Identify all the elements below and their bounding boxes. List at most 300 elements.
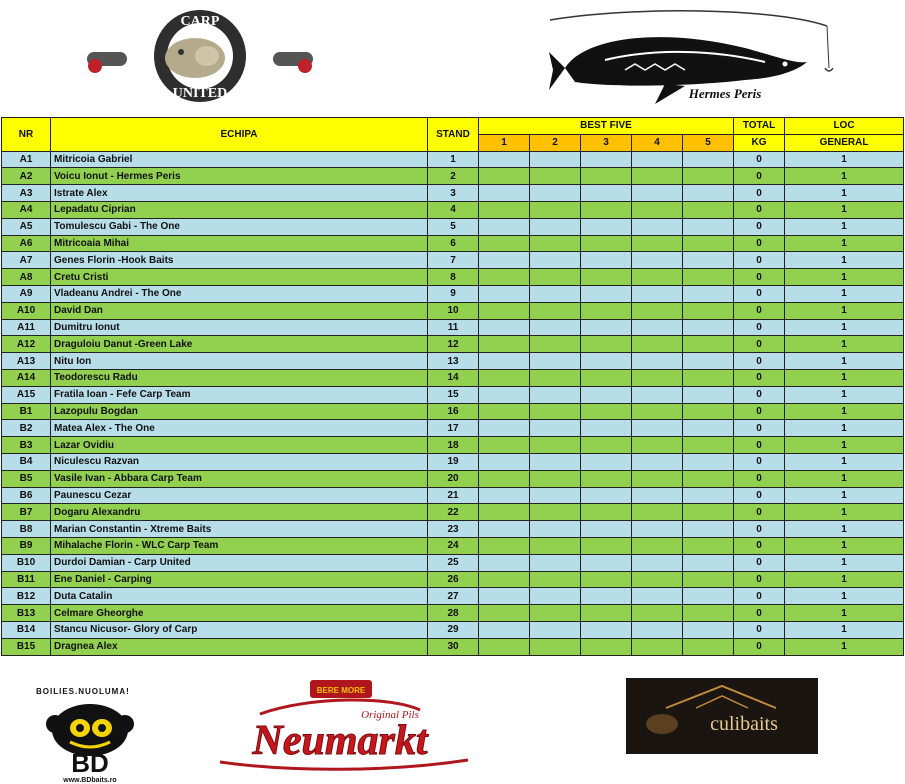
cell-stand: 8: [428, 269, 479, 286]
cell-stand: 30: [428, 638, 479, 655]
cell-best-3: [581, 487, 632, 504]
header-best-2: 2: [530, 134, 581, 151]
cell-kg: 0: [734, 571, 785, 588]
cell-best-1: [479, 353, 530, 370]
cell-stand: 23: [428, 521, 479, 538]
table-header: [2, 118, 904, 152]
cell-stand: 18: [428, 437, 479, 454]
cell-nr: A4: [2, 201, 51, 218]
cell-best-5: [683, 487, 734, 504]
cell-best-1: [479, 588, 530, 605]
cell-best-1: [479, 235, 530, 252]
cell-best-5: [683, 353, 734, 370]
cell-best-1: [479, 403, 530, 420]
cell-best-4: [632, 605, 683, 622]
cell-kg: 0: [734, 353, 785, 370]
cell-best-3: [581, 453, 632, 470]
cell-nr: B1: [2, 403, 51, 420]
header-best-5: 5: [683, 134, 734, 151]
cell-best-4: [632, 235, 683, 252]
cell-echipa: Mitricoaia Mihai: [51, 235, 428, 252]
cell-loc: 1: [785, 235, 904, 252]
cell-best-1: [479, 185, 530, 202]
cell-echipa: Vladeanu Andrei - The One: [51, 285, 428, 302]
cell-best-2: [530, 168, 581, 185]
cell-nr: A14: [2, 369, 51, 386]
cell-best-5: [683, 386, 734, 403]
cell-best-3: [581, 218, 632, 235]
cell-best-4: [632, 487, 683, 504]
cell-stand: 7: [428, 252, 479, 269]
cell-nr: B7: [2, 504, 51, 521]
cell-kg: 0: [734, 201, 785, 218]
carp-united-bottom-text: UNITED: [172, 86, 228, 101]
cell-best-2: [530, 235, 581, 252]
table-row: [2, 168, 904, 185]
cell-nr: B13: [2, 605, 51, 622]
cell-kg: 0: [734, 453, 785, 470]
cell-best-5: [683, 285, 734, 302]
cell-nr: A6: [2, 235, 51, 252]
header-stand: STAND: [428, 118, 479, 152]
cell-loc: 1: [785, 621, 904, 638]
cell-best-4: [632, 638, 683, 655]
cell-best-2: [530, 470, 581, 487]
culibaits-text: culibaits: [710, 713, 778, 735]
cell-kg: 0: [734, 369, 785, 386]
cell-echipa: David Dan: [51, 302, 428, 319]
svg-text:BD: BD: [71, 748, 109, 778]
cell-best-3: [581, 386, 632, 403]
cell-echipa: Niculescu Razvan: [51, 453, 428, 470]
cell-stand: 11: [428, 319, 479, 336]
cell-stand: 21: [428, 487, 479, 504]
header-echipa: ECHIPA: [51, 118, 428, 152]
cell-nr: B10: [2, 554, 51, 571]
cell-loc: 1: [785, 353, 904, 370]
cell-stand: 13: [428, 353, 479, 370]
cell-kg: 0: [734, 437, 785, 454]
cell-best-3: [581, 605, 632, 622]
header-best-3: 3: [581, 134, 632, 151]
cell-loc: 1: [785, 537, 904, 554]
cell-loc: 1: [785, 369, 904, 386]
header-loc: LOC: [785, 118, 904, 135]
bd-url: www.BDbaits.ro: [63, 777, 117, 784]
cell-stand: 10: [428, 302, 479, 319]
table-row: [2, 319, 904, 336]
cell-best-3: [581, 554, 632, 571]
cell-stand: 9: [428, 285, 479, 302]
cell-stand: 4: [428, 201, 479, 218]
cell-best-3: [581, 470, 632, 487]
table-row: [2, 218, 904, 235]
cell-best-5: [683, 621, 734, 638]
cell-echipa: Paunescu Cezar: [51, 487, 428, 504]
cell-best-3: [581, 201, 632, 218]
cell-stand: 5: [428, 218, 479, 235]
cell-loc: 1: [785, 403, 904, 420]
cell-best-1: [479, 319, 530, 336]
bd-baits-logo: [30, 684, 200, 784]
cell-best-2: [530, 336, 581, 353]
cell-best-4: [632, 319, 683, 336]
neumarkt-logo: [200, 674, 480, 779]
cell-best-4: [632, 168, 683, 185]
cell-best-4: [632, 621, 683, 638]
neumarkt-badge: BERE MORE: [316, 686, 366, 695]
cell-best-5: [683, 504, 734, 521]
cell-kg: 0: [734, 302, 785, 319]
cell-best-5: [683, 336, 734, 353]
cell-stand: 24: [428, 537, 479, 554]
cell-best-5: [683, 252, 734, 269]
cell-loc: 1: [785, 521, 904, 538]
cell-stand: 27: [428, 588, 479, 605]
cell-best-3: [581, 521, 632, 538]
cell-kg: 0: [734, 420, 785, 437]
footer-sponsors: [0, 666, 905, 783]
cell-best-4: [632, 353, 683, 370]
cell-best-2: [530, 185, 581, 202]
cell-echipa: Tomulescu Gabi - The One: [51, 218, 428, 235]
table-row: [2, 621, 904, 638]
cell-kg: 0: [734, 521, 785, 538]
cell-stand: 16: [428, 403, 479, 420]
cell-kg: 0: [734, 403, 785, 420]
cell-best-2: [530, 151, 581, 168]
cell-best-4: [632, 151, 683, 168]
table-row: [2, 470, 904, 487]
cell-best-5: [683, 554, 734, 571]
cell-best-4: [632, 252, 683, 269]
table-row: [2, 588, 904, 605]
cell-echipa: Lazar Ovidiu: [51, 437, 428, 454]
cell-loc: 1: [785, 571, 904, 588]
cell-echipa: Matea Alex - The One: [51, 420, 428, 437]
cell-loc: 1: [785, 588, 904, 605]
cell-best-4: [632, 554, 683, 571]
cell-best-1: [479, 470, 530, 487]
cell-loc: 1: [785, 302, 904, 319]
cell-best-3: [581, 420, 632, 437]
cell-best-2: [530, 521, 581, 538]
carp-united-top-text: CARP: [180, 14, 220, 29]
cell-echipa: Dragnea Alex: [51, 638, 428, 655]
cell-loc: 1: [785, 336, 904, 353]
cell-nr: A8: [2, 269, 51, 286]
cell-nr: A7: [2, 252, 51, 269]
cell-stand: 28: [428, 605, 479, 622]
cell-best-4: [632, 470, 683, 487]
cell-best-4: [632, 521, 683, 538]
cell-echipa: Draguloiu Danut -Green Lake: [51, 336, 428, 353]
cell-stand: 29: [428, 621, 479, 638]
cell-nr: A10: [2, 302, 51, 319]
cell-best-4: [632, 453, 683, 470]
cell-loc: 1: [785, 453, 904, 470]
cell-nr: A15: [2, 386, 51, 403]
cell-best-4: [632, 386, 683, 403]
cell-kg: 0: [734, 504, 785, 521]
cell-loc: 1: [785, 487, 904, 504]
cell-best-1: [479, 386, 530, 403]
cell-best-3: [581, 185, 632, 202]
cell-echipa: Fratila Ioan - Fefe Carp Team: [51, 386, 428, 403]
cell-loc: 1: [785, 437, 904, 454]
cell-best-5: [683, 537, 734, 554]
cell-echipa: Ene Daniel - Carping: [51, 571, 428, 588]
cell-echipa: Genes Florin -Hook Baits: [51, 252, 428, 269]
cell-stand: 2: [428, 168, 479, 185]
cell-best-3: [581, 302, 632, 319]
cell-best-3: [581, 252, 632, 269]
table-row: [2, 420, 904, 437]
cell-loc: 1: [785, 168, 904, 185]
cell-best-3: [581, 437, 632, 454]
cell-best-4: [632, 201, 683, 218]
cell-best-5: [683, 521, 734, 538]
cell-best-4: [632, 218, 683, 235]
cell-best-3: [581, 235, 632, 252]
hermes-peris-text: Hermes Peris: [688, 86, 762, 101]
table-row: [2, 336, 904, 353]
table-row: [2, 386, 904, 403]
cell-loc: 1: [785, 201, 904, 218]
cell-nr: A11: [2, 319, 51, 336]
table-row: [2, 487, 904, 504]
cell-kg: 0: [734, 185, 785, 202]
cell-best-3: [581, 319, 632, 336]
cell-loc: 1: [785, 285, 904, 302]
cell-nr: A3: [2, 185, 51, 202]
cell-nr: B8: [2, 521, 51, 538]
cell-nr: A2: [2, 168, 51, 185]
cell-kg: 0: [734, 168, 785, 185]
cell-best-3: [581, 336, 632, 353]
cell-best-4: [632, 403, 683, 420]
cell-best-5: [683, 218, 734, 235]
cell-loc: 1: [785, 470, 904, 487]
cell-best-4: [632, 336, 683, 353]
cell-best-2: [530, 621, 581, 638]
cell-best-3: [581, 588, 632, 605]
header-total: TOTAL: [734, 118, 785, 135]
cell-echipa: Cretu Cristi: [51, 269, 428, 286]
cell-stand: 6: [428, 235, 479, 252]
cell-loc: 1: [785, 605, 904, 622]
cell-kg: 0: [734, 336, 785, 353]
cell-best-1: [479, 369, 530, 386]
cell-best-4: [632, 537, 683, 554]
cell-loc: 1: [785, 252, 904, 269]
cell-stand: 22: [428, 504, 479, 521]
cell-best-2: [530, 252, 581, 269]
cell-best-5: [683, 470, 734, 487]
table-row: [2, 285, 904, 302]
cell-best-2: [530, 403, 581, 420]
cell-echipa: Celmare Gheorghe: [51, 605, 428, 622]
cell-best-5: [683, 453, 734, 470]
cell-loc: 1: [785, 151, 904, 168]
cell-best-3: [581, 638, 632, 655]
cell-kg: 0: [734, 269, 785, 286]
header-best-4: 4: [632, 134, 683, 151]
cell-best-3: [581, 369, 632, 386]
cell-stand: 19: [428, 453, 479, 470]
cell-stand: 3: [428, 185, 479, 202]
cell-echipa: Dogaru Alexandru: [51, 504, 428, 521]
cell-best-2: [530, 285, 581, 302]
cell-kg: 0: [734, 151, 785, 168]
cell-echipa: Voicu Ionut - Hermes Peris: [51, 168, 428, 185]
cell-kg: 0: [734, 386, 785, 403]
cell-best-5: [683, 605, 734, 622]
cell-best-5: [683, 588, 734, 605]
cell-nr: B6: [2, 487, 51, 504]
cell-best-4: [632, 369, 683, 386]
cell-best-4: [632, 185, 683, 202]
cell-best-1: [479, 621, 530, 638]
cell-kg: 0: [734, 588, 785, 605]
cell-nr: A9: [2, 285, 51, 302]
cell-best-2: [530, 554, 581, 571]
cell-kg: 0: [734, 252, 785, 269]
hermes-peris-logo: [545, 8, 835, 110]
cell-best-2: [530, 218, 581, 235]
cell-best-1: [479, 218, 530, 235]
cell-nr: B12: [2, 588, 51, 605]
cell-best-2: [530, 605, 581, 622]
cell-best-5: [683, 185, 734, 202]
bd-tagline: BOILIES.NUOLUMA!: [36, 687, 130, 696]
cell-best-4: [632, 571, 683, 588]
cell-nr: B9: [2, 537, 51, 554]
cell-kg: 0: [734, 537, 785, 554]
cell-best-5: [683, 235, 734, 252]
cell-kg: 0: [734, 621, 785, 638]
cell-best-5: [683, 420, 734, 437]
cell-nr: A12: [2, 336, 51, 353]
cell-best-3: [581, 571, 632, 588]
cell-best-1: [479, 336, 530, 353]
cell-best-5: [683, 638, 734, 655]
cell-best-4: [632, 504, 683, 521]
cell-best-2: [530, 302, 581, 319]
cell-best-3: [581, 168, 632, 185]
cell-best-5: [683, 369, 734, 386]
cell-nr: B14: [2, 621, 51, 638]
table-row: [2, 638, 904, 655]
cell-kg: 0: [734, 554, 785, 571]
cell-nr: B11: [2, 571, 51, 588]
header: [0, 0, 905, 117]
cell-best-5: [683, 168, 734, 185]
cell-best-4: [632, 420, 683, 437]
cell-best-5: [683, 302, 734, 319]
cell-best-3: [581, 504, 632, 521]
cell-stand: 26: [428, 571, 479, 588]
cell-best-2: [530, 386, 581, 403]
cell-best-4: [632, 269, 683, 286]
cell-echipa: Durdoi Damian - Carp United: [51, 554, 428, 571]
cell-best-3: [581, 621, 632, 638]
cell-loc: 1: [785, 420, 904, 437]
cell-echipa: Marian Constantin - Xtreme Baits: [51, 521, 428, 538]
cell-best-1: [479, 638, 530, 655]
cell-best-3: [581, 403, 632, 420]
cell-loc: 1: [785, 185, 904, 202]
table-row: [2, 252, 904, 269]
cell-stand: 14: [428, 369, 479, 386]
cell-nr: B15: [2, 638, 51, 655]
cell-echipa: Mihalache Florin - WLC Carp Team: [51, 537, 428, 554]
carp-united-logo: [85, 6, 315, 106]
cell-nr: B5: [2, 470, 51, 487]
table-row: [2, 185, 904, 202]
cell-nr: B4: [2, 453, 51, 470]
cell-best-1: [479, 521, 530, 538]
cell-kg: 0: [734, 605, 785, 622]
cell-best-4: [632, 437, 683, 454]
cell-nr: A1: [2, 151, 51, 168]
cell-best-1: [479, 504, 530, 521]
cell-best-5: [683, 151, 734, 168]
cell-stand: 12: [428, 336, 479, 353]
cell-best-1: [479, 605, 530, 622]
cell-loc: 1: [785, 319, 904, 336]
cell-best-2: [530, 319, 581, 336]
cell-kg: 0: [734, 218, 785, 235]
cell-echipa: Nitu Ion: [51, 353, 428, 370]
cell-best-1: [479, 453, 530, 470]
cell-best-2: [530, 487, 581, 504]
neumarkt-sub: Original Pils: [361, 709, 419, 721]
table-body: [2, 151, 904, 655]
cell-best-1: [479, 420, 530, 437]
cell-stand: 15: [428, 386, 479, 403]
header-kg: KG: [734, 134, 785, 151]
cell-kg: 0: [734, 638, 785, 655]
cell-best-2: [530, 571, 581, 588]
cell-best-1: [479, 168, 530, 185]
cell-best-1: [479, 487, 530, 504]
cell-stand: 17: [428, 420, 479, 437]
cell-best-3: [581, 353, 632, 370]
cell-loc: 1: [785, 504, 904, 521]
cell-best-5: [683, 201, 734, 218]
cell-best-2: [530, 537, 581, 554]
cell-kg: 0: [734, 487, 785, 504]
header-general: GENERAL: [785, 134, 904, 151]
cell-best-1: [479, 571, 530, 588]
cell-best-2: [530, 504, 581, 521]
cell-loc: 1: [785, 269, 904, 286]
cell-stand: 20: [428, 470, 479, 487]
header-best-1: 1: [479, 134, 530, 151]
table-row: [2, 235, 904, 252]
cell-echipa: Lepadatu Ciprian: [51, 201, 428, 218]
cell-echipa: Lazopulu Bogdan: [51, 403, 428, 420]
table-row: [2, 605, 904, 622]
cell-best-1: [479, 252, 530, 269]
cell-kg: 0: [734, 319, 785, 336]
table-row: [2, 504, 904, 521]
cell-echipa: Duta Catalin: [51, 588, 428, 605]
cell-best-1: [479, 537, 530, 554]
table-row: [2, 537, 904, 554]
cell-nr: B3: [2, 437, 51, 454]
